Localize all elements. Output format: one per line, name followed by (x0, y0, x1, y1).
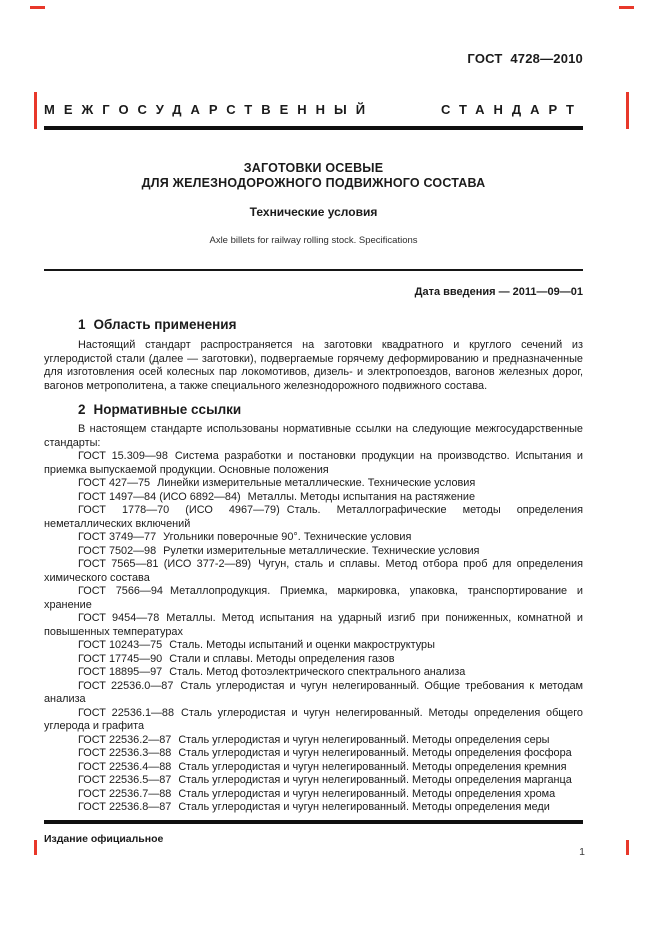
section-2-intro: В настоящем стандарте использованы нормативные ссылки на следующие межгосударственные стандарты: (44, 423, 583, 449)
reference-title: Сталь. Метод фотоэлектрического спектрального анализа (169, 666, 466, 679)
section-1-title: Область применения (93, 317, 237, 333)
reference-title: Сталь углеродистая и чугун нелегированный. Методы определения общего углерода и графита (44, 706, 583, 733)
reference-code: ГОСТ 15.309—98 (78, 450, 168, 463)
category-word-interstate: МЕЖГОСУДАРСТВЕННЫЙ (44, 102, 375, 117)
reference-title: Сталь углеродистая и чугун нелегированный. Методы определения фосфора (178, 747, 572, 760)
crop-mark-bottom-right (626, 840, 629, 855)
reference-title: Металлы. Метод испытания на ударный изгиб при пониженных, комнатной и повышенных температурах (44, 612, 583, 638)
reference-code: ГОСТ 22536.4—88 (78, 760, 172, 773)
reference-code: ГОСТ 22536.5—87 (78, 774, 172, 787)
crop-mark-left (34, 92, 37, 129)
reference-item (44, 666, 583, 680)
reference-item (44, 531, 583, 545)
reference-item (44, 639, 583, 653)
reference-title: Сталь углеродистая и чугун нелегированный. Методы определения марганца (178, 774, 572, 787)
reference-item (44, 545, 583, 559)
reference-item (44, 491, 583, 505)
reference-title: Линейки измерительные металлические. Технические условия (157, 477, 476, 490)
reference-item (44, 680, 583, 707)
reference-title: Стали и сплавы. Методы определения газов (169, 652, 395, 665)
effective-date: Дата введения — 2011—09—01 (414, 286, 583, 299)
reference-item (44, 747, 583, 761)
reference-code: ГОСТ 17745—90 (78, 652, 163, 665)
crop-mark-top-right (619, 6, 634, 9)
title-line-2: ДЛЯ ЖЕЛЕЗНОДОРОЖНОГО ПОДВИЖНОГО СОСТАВА (141, 176, 486, 191)
reference-item (44, 450, 583, 477)
standard-number: ГОСТ 4728—2010 (467, 51, 583, 66)
reference-item (44, 801, 583, 815)
reference-title: Сталь. Методы испытаний и оценки макроструктуры (169, 639, 435, 652)
page-content (44, 0, 583, 815)
reference-code: ГОСТ 1497—84 (ИСО 6892—84) (78, 490, 241, 503)
reference-code: ГОСТ 22536.0—87 (78, 679, 174, 692)
document-title-english: Axle billets for railway rolling stock. Specifications (209, 235, 418, 247)
edition-note: Издание официальное (44, 833, 164, 845)
reference-title: Сталь углеродистая и чугун нелегированный. Методы определения кремния (178, 760, 567, 773)
reference-code: ГОСТ 1778—70 (ИСО 4967—79) (78, 504, 280, 517)
document-subtitle: Технические условия (249, 205, 378, 220)
reference-code: ГОСТ 22536.3—88 (78, 747, 172, 760)
section-2-heading (44, 401, 583, 419)
reference-item (44, 585, 583, 612)
document-title (44, 161, 583, 191)
reference-item (44, 504, 583, 531)
section-2-number: 2 (78, 402, 86, 418)
section-1-paragraph: Настоящий стандарт распространяется на заготовки квадратного и круглого сечений из углеродистой стали (далее — заготовки), подвергаемые горячему деформированию и предназначенные для изготовления осей колесных пар локомотивов, дизель- и электропоездов, вагонов железных дорог, вагонов метрополитена, а также специального железнодорожного подвижного состава. (44, 339, 583, 392)
reference-code: ГОСТ 22536.7—88 (78, 787, 172, 800)
section-1-number: 1 (78, 317, 86, 333)
reference-item (44, 761, 583, 775)
reference-code: ГОСТ 22536.1—88 (78, 706, 175, 719)
reference-title: Сталь углеродистая и чугун нелегированный. Методы определения серы (178, 733, 550, 746)
crop-mark-right (626, 92, 629, 129)
reference-item (44, 558, 583, 585)
title-line-1: ЗАГОТОВКИ ОСЕВЫЕ (243, 161, 384, 175)
reference-code: ГОСТ 7502—98 (78, 544, 157, 557)
reference-title: Сталь углеродистая и чугун нелегированный. Методы определения меди (178, 801, 550, 814)
reference-code: ГОСТ 7565—81 (ИСО 377-2—89) (78, 558, 252, 571)
crop-mark-top-left (30, 6, 45, 9)
reference-item (44, 477, 583, 491)
section-2-title: Нормативные ссылки (93, 402, 242, 418)
header-rule (44, 126, 583, 130)
section-1-heading (44, 316, 583, 334)
reference-item (44, 734, 583, 748)
reference-item (44, 788, 583, 802)
reference-title: Металлы. Методы испытания на растяжение (247, 490, 476, 503)
crop-mark-bottom-left (34, 840, 37, 855)
reference-title: Система разработки и постановки продукции на производство. Испытания и приемка выпускаемой продукции. Основные положения (44, 450, 583, 476)
reference-item (44, 653, 583, 667)
category-word-standard: СТАНДАРТ (440, 102, 583, 117)
date-divider-rule (44, 269, 583, 271)
reference-item (44, 774, 583, 788)
reference-item (44, 707, 583, 734)
reference-code: ГОСТ 10243—75 (78, 639, 163, 652)
reference-code: ГОСТ 427—75 (78, 477, 151, 490)
reference-item (44, 612, 583, 639)
standard-category-heading (44, 102, 583, 117)
reference-title: Рулетки измерительные металлические. Технические условия (163, 544, 480, 557)
reference-title: Угольники поверочные 90°. Технические условия (163, 531, 412, 544)
reference-title: Чугун, сталь и сплавы. Метод отбора проб для определения химического состава (44, 558, 583, 584)
reference-title: Металлопродукция. Приемка, маркировка, упаковка, транспортирование и хранение (44, 585, 583, 611)
reference-code: ГОСТ 9454—78 (78, 612, 160, 625)
footer-rule (44, 820, 583, 824)
reference-code: ГОСТ 3749—77 (78, 531, 157, 544)
reference-code: ГОСТ 22536.8—87 (78, 801, 172, 814)
reference-title: Сталь углеродистая и чугун нелегированный. Общие требования к методам анализа (44, 679, 583, 706)
reference-code: ГОСТ 22536.2—87 (78, 733, 172, 746)
reference-code: ГОСТ 18895—97 (78, 666, 163, 679)
reference-title: Сталь углеродистая и чугун нелегированный. Методы определения хрома (178, 787, 556, 800)
reference-title: Сталь. Металлографические методы определения неметаллических включений (44, 504, 583, 530)
page-number: 1 (579, 846, 585, 858)
reference-code: ГОСТ 7566—94 (78, 585, 163, 598)
